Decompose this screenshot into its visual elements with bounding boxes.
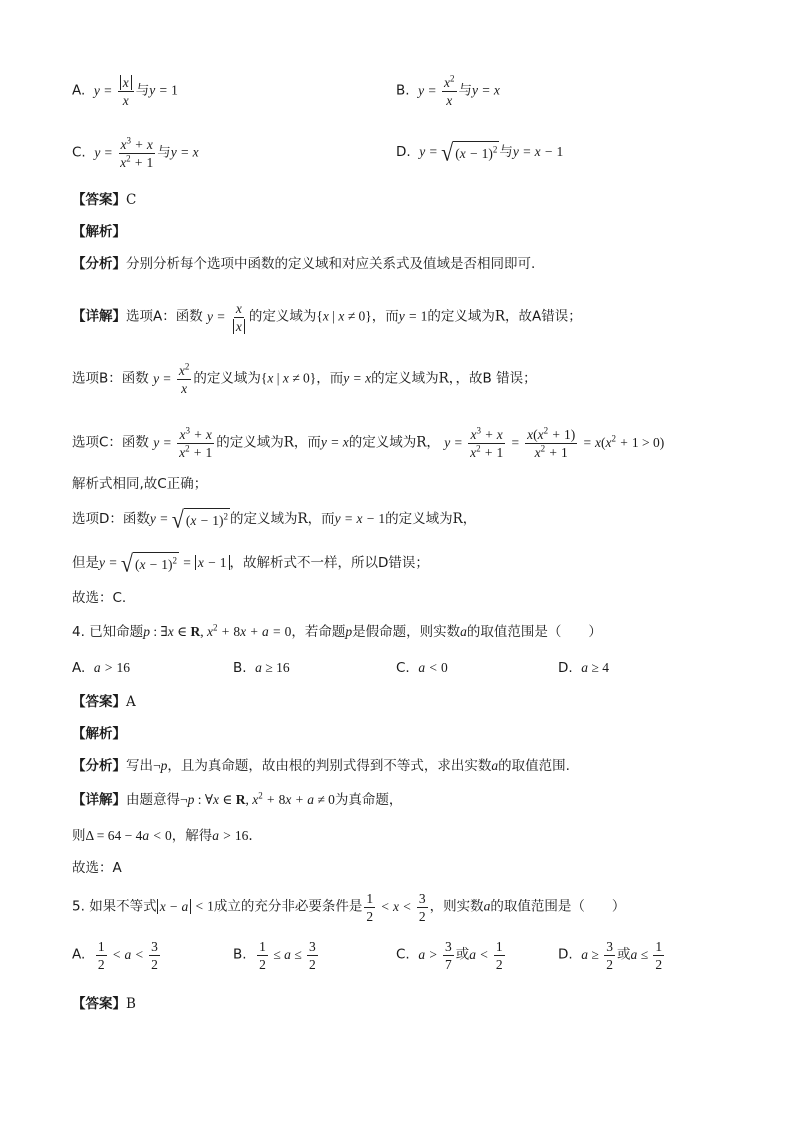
q4-option-d: D. a ≥ 4	[558, 660, 609, 676]
q3-analysis-heading: 【解析】	[72, 224, 126, 240]
q4-analysis-heading: 【解析】	[72, 726, 126, 742]
q3-detail-d: 选项D：函数y = √ $(x - 1)^2$ 的定义域为R，而y = x − 1的定义域为R，	[72, 505, 477, 534]
q5-answer: 【答案】B	[72, 996, 136, 1012]
q3-detail-c: 选项C：函数 y = $\frac{x^3 + x}{x^2 + 1}$ 的定义域为R，而y = x的定义域为R， y = $\frac{x^3 + x}{x^2 + 1}$ = $\frac{x(x^2 + 1)}{x^2 + 1}$ = $x(x^2 + 1 > 0)$	[72, 425, 665, 460]
q4-detail-2: 则Δ = 64 − 4a < 0，解得a > 16.	[72, 828, 253, 844]
q3-detail-b: 选项B：函数 y = $\frac{x^2}{x}$ 的定义域为{x | x ≠ 0}，而y = x的定义域为R，，故B 错误；	[72, 361, 537, 396]
q3-option-b: B. y = $\frac{x^2}{x}$ 与y = x	[396, 73, 500, 108]
q3-option-c-formula: y = $\frac{x^3 + x}{x^2 + 1}$	[94, 135, 154, 170]
q3-option-d: D. y = √ $(x - 1)^2$ 与y = x − 1	[396, 138, 564, 167]
q5-option-d: D. a ≥ $\frac{3}{2}$ 或a ≤ $\frac{1}{2}$	[558, 939, 663, 972]
q3-option-a-formula: y = $\frac{x}{x}$	[94, 83, 136, 98]
q3-choose: 故选：C.	[72, 590, 127, 606]
q5-option-c: C. a > $\frac{3}{7}$ 或a < $\frac{1}{2}$	[396, 939, 503, 972]
q3-option-c: C. y = $\frac{x^3 + x}{x^2 + 1}$ 与y = x	[72, 135, 199, 170]
q5-stem: 5. 如果不等式 x − a < 1成立的充分非必要条件是 $\frac{1}{2}$ < x < $\frac{3}{2}$ ，则实数a的取值范围是（ ）	[72, 891, 626, 924]
q4-choose: 故选：A	[72, 860, 122, 876]
q4-option-a: A. a > 16	[72, 660, 131, 676]
q3-detail-a: 【详解】选项A：函数 y = $\frac{x}{x}$ 的定义域为{x | x ≠ 0}，而y = 1的定义域为R，故A错误；	[72, 301, 582, 334]
q4-detail: 【详解】由题意得¬p : ∀x ∈ R, $x^2 + 8x + a \ne 0$为真命题，	[72, 790, 403, 808]
q3-fenxi: 【分析】分别分析每个选项中函数的定义域和对应关系式及值域是否相同即可.	[72, 256, 536, 272]
q5-option-b: B. $\frac{1}{2}$ ≤ a ≤ $\frac{3}{2}$	[233, 939, 316, 972]
q3-option-d-formula: y = √ $(x - 1)^2$	[419, 138, 498, 167]
q5-option-a: A. $\frac{1}{2}$ < a < $\frac{3}{2}$	[72, 939, 158, 972]
q4-stem: 4. 已知命题p : ∃x ∈ R, $x^2 + 8x + a = 0$，若命题p是假命题，则实数a的取值范围是（ ）	[72, 622, 602, 640]
q3-detail-d-line2: 但是y = √ $(x - 1)^2$ = x − 1 ，故解析式不一样，所以D错误；	[72, 549, 429, 578]
q3-option-a: A. y = $\frac{x}{x}$ 与y = 1	[72, 75, 178, 108]
q4-option-b: B. a ≥ 16	[233, 660, 290, 676]
q3-detail-c-line2: 解析式相同,故C正确；	[72, 476, 208, 492]
q3-answer: 【答案】C	[72, 192, 137, 208]
q3-option-b-formula: y = $\frac{x^2}{x}$	[418, 73, 455, 108]
q4-fenxi: 【分析】写出¬p，且为真命题，故由根的判别式得到不等式，求出实数a的取值范围.	[72, 758, 570, 774]
q4-option-c: C. a < 0	[396, 660, 448, 676]
q4-answer: 【答案】A	[72, 694, 136, 710]
